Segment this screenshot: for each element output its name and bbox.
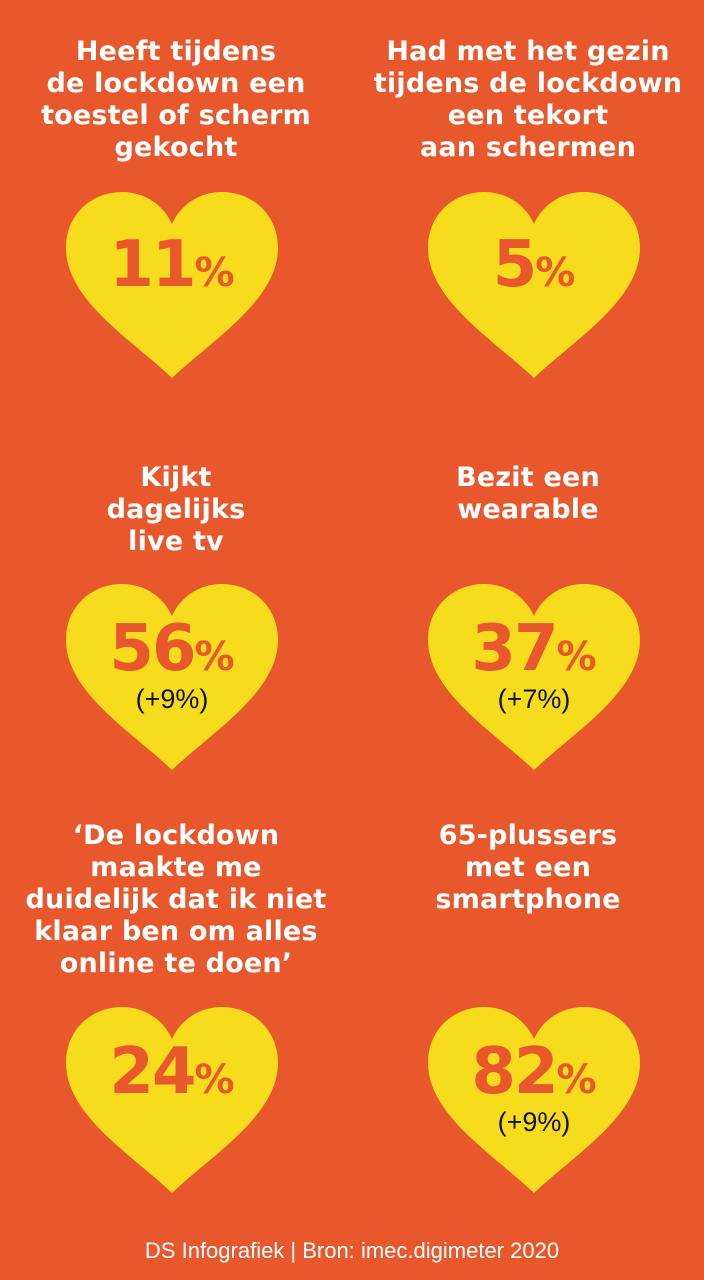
- stat-change: (+9%): [497, 1107, 571, 1137]
- heart-icon: [62, 190, 282, 380]
- caption-line: Kijkt: [140, 462, 212, 493]
- caption-line: wearable: [457, 494, 599, 525]
- stat-card-not-ready-online: [0, 800, 352, 1230]
- stat-card-screen-purchase: [0, 0, 352, 400]
- caption-line: toestel of scherm: [41, 100, 311, 131]
- caption-line: met een: [465, 852, 591, 883]
- caption-line: online te doen’: [59, 948, 293, 979]
- caption-line: de lockdown een: [46, 68, 306, 99]
- caption-line: gekocht: [114, 132, 238, 163]
- stat-percentage: [424, 1035, 644, 1109]
- stat-caption: [0, 36, 352, 164]
- stat-caption: [352, 462, 704, 526]
- caption-line: smartphone: [435, 884, 621, 915]
- stat-value: 56: [109, 612, 195, 686]
- percent-sign: %: [194, 634, 235, 680]
- caption-line: ‘De lockdown: [72, 820, 280, 851]
- stat-percentage: [62, 612, 282, 686]
- stat-value: 82: [471, 1035, 557, 1109]
- percent-sign: %: [556, 634, 597, 680]
- heart-icon: [62, 582, 282, 772]
- caption-line: Bezit een: [456, 462, 600, 493]
- caption-line: maakte me: [90, 852, 262, 883]
- stat-value: 24: [109, 1035, 195, 1109]
- stat-card-live-tv: [0, 400, 352, 800]
- source-credit: DS Infografiek | Bron: imec.digimeter 2020: [144, 1238, 560, 1263]
- stat-percentage: [424, 228, 644, 302]
- stat-percentage: [62, 228, 282, 302]
- stat-change: (+7%): [497, 684, 571, 714]
- stat-change: (+9%): [135, 684, 209, 714]
- caption-line: klaar ben om alles: [34, 916, 318, 947]
- stat-value: 37: [471, 612, 557, 686]
- stat-caption: [0, 820, 352, 980]
- stat-value: 5: [492, 228, 536, 302]
- stat-caption: [0, 462, 352, 558]
- percent-sign: %: [556, 1057, 597, 1103]
- stat-caption: [352, 36, 704, 164]
- caption-line: Had met het gezin: [386, 36, 670, 67]
- stat-caption: [352, 820, 704, 916]
- stat-percentage: [62, 1035, 282, 1109]
- caption-line: aan schermen: [419, 132, 637, 163]
- stat-value: 11: [109, 228, 195, 302]
- heart-icon: [424, 582, 644, 772]
- percent-sign: %: [194, 1057, 235, 1103]
- caption-line: een tekort: [447, 100, 609, 131]
- heart-icon: [62, 1005, 282, 1195]
- stat-card-seniors-smartphone: [352, 800, 704, 1230]
- caption-line: Heeft tijdens: [75, 36, 277, 67]
- stat-card-screen-shortage: [352, 0, 704, 400]
- percent-sign: %: [535, 250, 576, 296]
- heart-icon: [424, 190, 644, 380]
- caption-line: live tv: [128, 526, 224, 557]
- caption-line: 65-plussers: [438, 820, 618, 851]
- caption-line: dagelijks: [106, 494, 246, 525]
- percent-sign: %: [194, 250, 235, 296]
- heart-icon: [424, 1005, 644, 1195]
- stat-card-wearable: [352, 400, 704, 800]
- stat-percentage: [424, 612, 644, 686]
- caption-line: tijdens de lockdown: [373, 68, 683, 99]
- caption-line: duidelijk dat ik niet: [25, 884, 327, 915]
